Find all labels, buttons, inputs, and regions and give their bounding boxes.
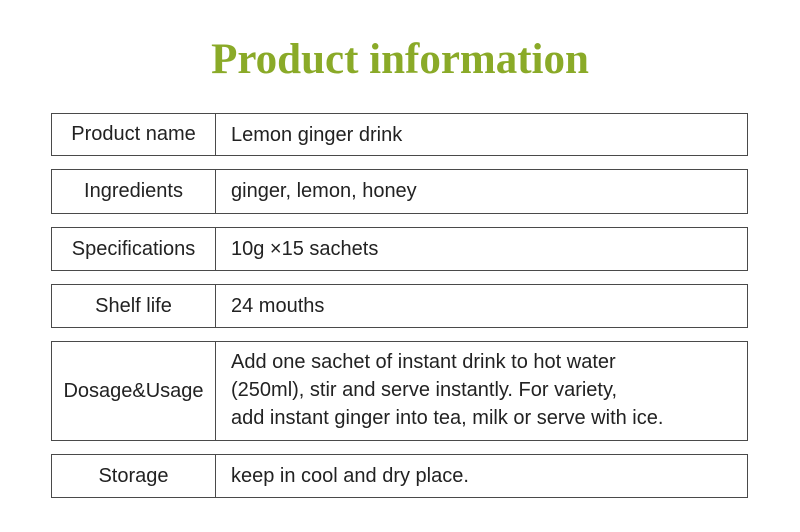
ingredients-row [51,169,748,214]
row-label: Storage [52,455,216,497]
row-label: Shelf life [52,285,216,327]
product-name-row [51,113,748,156]
row-label: Specifications [52,228,216,270]
value-line: add instant ginger into tea, milk or serve with ice. [231,407,664,429]
row-value: 24 mouths [231,295,325,317]
specifications-row [51,227,748,271]
row-value: 10g ×15 sachets [231,238,379,260]
value-line: (250ml), stir and serve instantly. For variety, [231,379,618,401]
row-value: ginger, lemon, honey [231,180,417,202]
shelf-life-row [51,284,748,328]
row-value: keep in cool and dry place. [231,465,469,487]
row-value: Lemon ginger drink [231,124,403,146]
value-line: Add one sachet of instant drink to hot water [231,351,616,373]
dosage-usage-row [51,341,748,441]
row-label: Product name [52,114,216,155]
row-label: Ingredients [52,170,216,213]
storage-row [51,454,748,498]
row-value [216,342,747,440]
row-label: Dosage&Usage [52,342,216,440]
page-title: Product information [211,36,589,83]
